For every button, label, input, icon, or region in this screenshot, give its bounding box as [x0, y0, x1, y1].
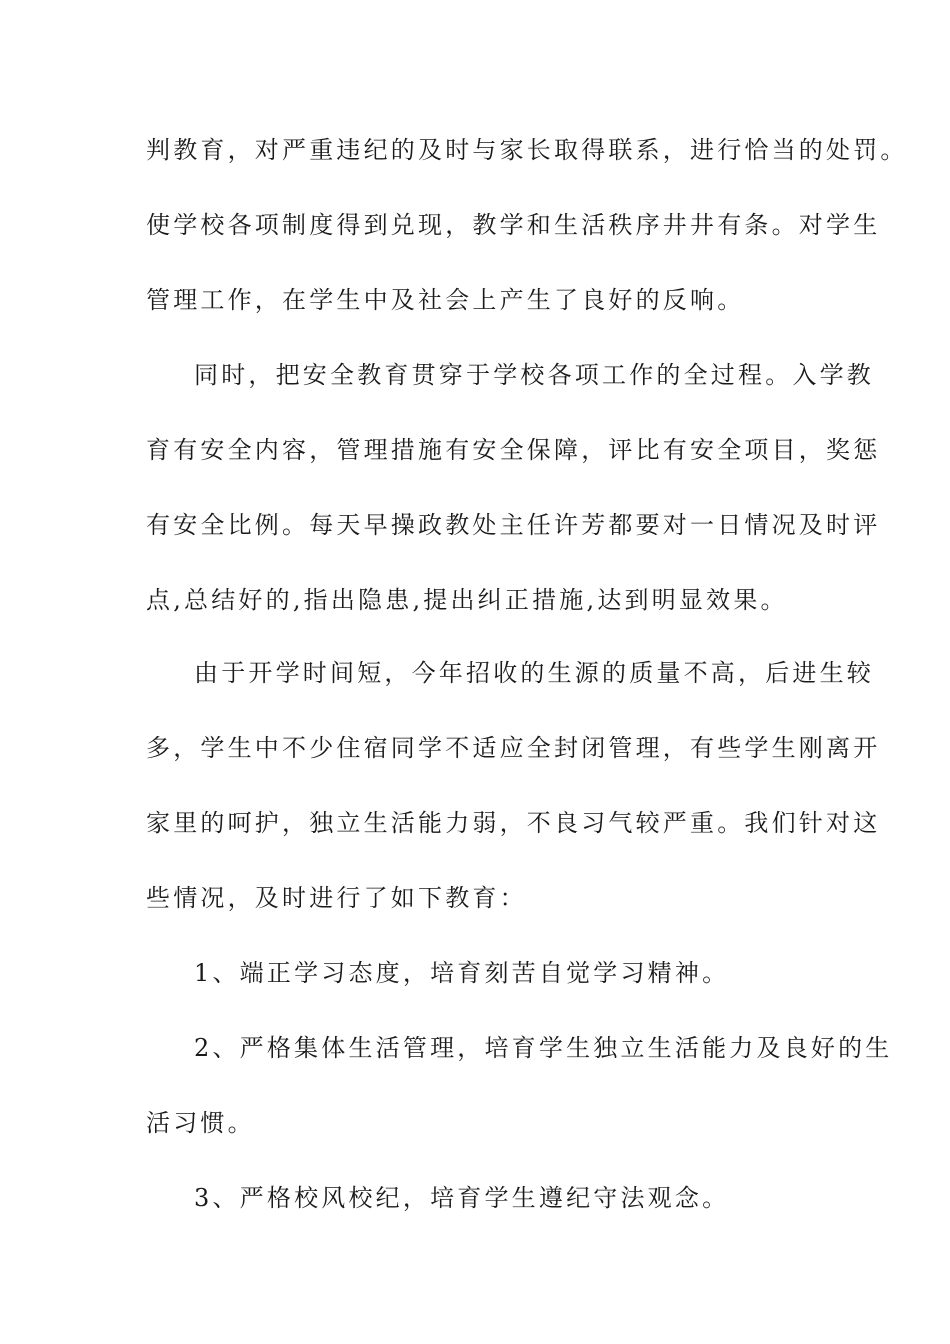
text-line: 有安全比例。每天早操政教处主任许芳都要对一日情况及时评: [146, 511, 881, 539]
paragraph-start-line: 同时，把安全教育贯穿于学校各项工作的全过程。入学教: [194, 361, 874, 389]
text-line: 使学校各项制度得到兑现，教学和生活秩序井井有条。对学生: [146, 211, 881, 239]
text-line: 点,总结好的,指出隐患,提出纠正措施,达到明显效果。: [146, 586, 788, 614]
text-line: 多，学生中不少住宿同学不适应全封闭管理，有些学生刚离开: [146, 734, 881, 762]
paragraph-start-line: 由于开学时间短，今年招收的生源的质量不高，后进生较: [194, 659, 874, 687]
text-line: 判教育，对严重违纪的及时与家长取得联系，进行恰当的处罚。: [146, 136, 908, 164]
text-line: 育有安全内容，管理措施有安全保障，评比有安全项目，奖惩: [146, 436, 881, 464]
list-item: 3、严格校风校纪，培育学生遵纪守法观念。: [194, 1184, 730, 1212]
text-line: 家里的呵护，独立生活能力弱，不良习气较严重。我们针对这: [146, 809, 881, 837]
text-line: 管理工作，在学生中及社会上产生了良好的反响。: [146, 286, 745, 314]
list-item: 2、严格集体生活管理，培育学生独立生活能力及良好的生: [194, 1034, 893, 1062]
list-item: 1、端正学习态度，培育刻苦自觉学习精神。: [194, 959, 730, 987]
text-line: 活习惯。: [146, 1109, 255, 1137]
text-line: 些情况，及时进行了如下教育：: [146, 884, 527, 912]
